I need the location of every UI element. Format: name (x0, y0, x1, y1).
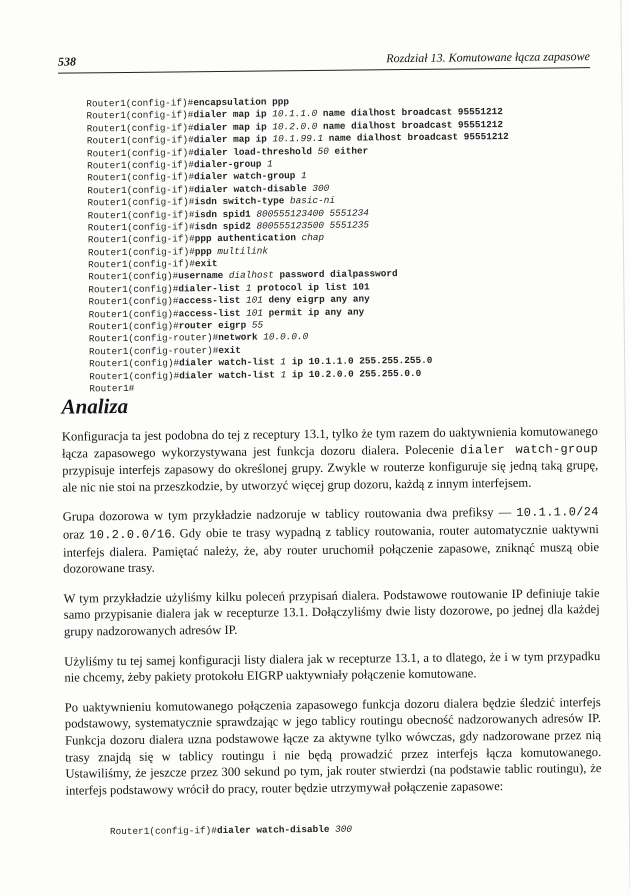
inline-code: dialer watch-group (460, 441, 599, 458)
config-code-block (86, 93, 589, 396)
code-line: Router1(config)#router eigrp 55 (88, 319, 264, 333)
code-line: Router1(config)#username dialhost password dialpassword (88, 268, 398, 283)
code-line: Router1(config-if)#dialer map ip 10.1.1.0 name dialhost broadcast 95551212 (86, 106, 503, 122)
paragraph-2: Grupa dozorowa w tym przykładzie nadzoruje w tablicy routowania dwa prefiksy — 10.1.1.0/24 oraz 10.2.0.0/16. Gdy obie te trasy wypadną z tablicy routowania, router automatycznie uaktywni interfejs dialera. Pamiętać należy, że, aby router uruchomił połączenie zapasowe, zniknąć muszą obie dozorowane trasy. (62, 505, 600, 576)
paragraph-3: W tym przykładzie użyliśmy kilku poleceń przypisań dialera. Podstawowe routowanie IP definiuje takie samo przypisanie dialera jak w recepturze 13.1. Dołączyliśmy dwie listy dozorowe, po jednej dla każdej grupy nadzorowanych adresów IP. (63, 585, 600, 639)
paragraph-5: Po uaktywnieniu komutowanego połączenia zapasowego funkcja dozoru dialera będzie śledzić interfejs podstawowy, systematycznie sprawdzając w jego tablicy routingu obecność nadzorowanych adresów IP. Funkcja dozoru dialera uzna podstawowe łącze za aktywne tylko wówczas, gdy nadzorowane przez nią trasy znajdą się w tablicy routingu i nie będą prowadzić przez interfejs łącza komutowanego. Ustawiliśmy, że jeszcze przez 300 sekund po tym, jak router stwierdzi (na podstawie tablic routingu), że interfejs podstawowy wrócił do pracy, router będzie utrzymywał połączenie zapasowe: (64, 694, 602, 798)
inline-code: 10.1.1.0/24 (516, 505, 599, 521)
code-line: Router1(config-router)#network 10.0.0.0 (88, 331, 309, 345)
page-edge (617, 0, 630, 890)
code-line: Router1(config-if)#dialer load-threshold 50 either (86, 144, 369, 159)
code-line: Router1(config-if)#ppp authentication chap (87, 232, 325, 246)
code-line: Router1(config-if)#isdn spid1 800555123400 5551234 (87, 206, 369, 221)
code-line: Router1# (89, 382, 135, 395)
code-line: Router1(config-if)#exit (88, 258, 218, 271)
chapter-title: Rozdział 13. Komutowane łącza zapasowe (386, 49, 591, 66)
code-line: Router1(config)#dialer-list 1 protocol ip list 101 (88, 281, 370, 296)
page-number: 538 (57, 54, 77, 69)
body-text (62, 423, 602, 812)
code-line: Router1(config-if)#encapsulation ppp (86, 96, 289, 110)
bottom-code-line: Router1(config-if)#dialer watch-disable 300 (109, 823, 353, 838)
code-line: Router1(config-if)#dialer watch-disable 300 (87, 182, 330, 197)
page-header (58, 49, 590, 74)
code-line: Router1(config-if)#dialer map ip 10.2.0.0 name dialhost broadcast 95551212 (86, 118, 504, 135)
code-line: Router1(config)#access-list 101 permit ip any any (88, 306, 365, 321)
code-line: Router1(config)#dialer watch-list 1 ip 10.2.0.0 255.255.0.0 (89, 367, 422, 382)
code-line: Router1(config-if)#dialer map ip 10.1.99.1 name dialhost broadcast 95551212 (86, 131, 509, 147)
code-line: Router1(config-if)#ppp multilink (87, 245, 269, 259)
code-line: Router1(config-if)#dialer watch-group 1 (87, 170, 307, 184)
paragraph-1: Konfiguracja ta jest podobna do tej z receptury 13.1, tylko że tym razem do uaktywnienia komutowanego łącza zapasowego wykorzystywana jest funkcja dozoru dialera. Polecenie dialer watch-group przypisuje interfejs zapasowy do określonej grupy. Zwykle w routerze konfiguruje się jedną taką grupę, ale nic nie stoi na przeszkodzie, by utworzyć więcej grup dozoru, każdą z innym interfejsem. (61, 424, 599, 495)
code-line: Router1(config-router)#exit (88, 344, 241, 358)
code-line: Router1(config-if)#dialer-group 1 (86, 158, 273, 172)
paragraph-4: Użyliśmy tu tej samej konfiguracji listy dialera jak w recepturze 13.1, a to dlatego, że i w tym przypadku nie chcemy, żeby pakiety protokołu EIGRP uaktywniały połączenie komutowane. (64, 648, 601, 685)
section-title: Analiza (61, 393, 129, 419)
inline-code: 10.2.0.0/16 (89, 527, 172, 543)
code-line: Router1(config-if)#isdn switch-type basic-ni (87, 194, 336, 209)
code-line: Router1(config)#access-list 101 deny eigrp any any (88, 293, 370, 308)
code-line: Router1(config-if)#isdn spid2 800555123500 5551235 (87, 219, 370, 234)
code-line: Router1(config)#dialer watch-list 1 ip 10.1.1.0 255.255.255.0 (89, 354, 433, 370)
